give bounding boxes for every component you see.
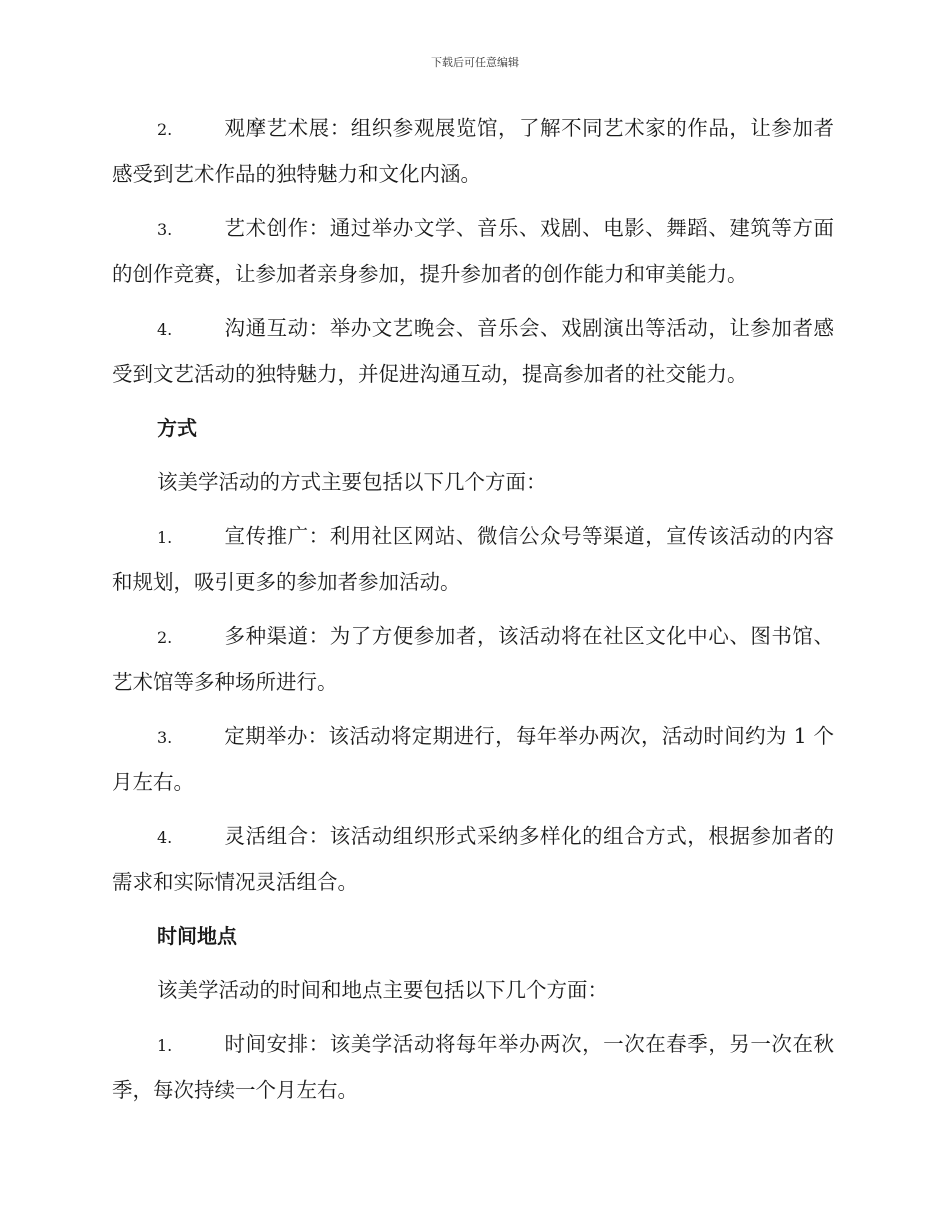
list-item-number: 3. — [157, 728, 173, 747]
list-item-number: 3. — [157, 220, 173, 239]
section-heading: 时间地点 — [157, 924, 237, 948]
list-item-text: 定期举办：该活动将定期进行，每年举办两次，活动时间约为 1 个月左右。 — [112, 724, 834, 794]
list-item — [112, 814, 834, 904]
list-item — [112, 1022, 834, 1112]
paragraph: 该美学活动的时间和地点主要包括以下几个方面： — [157, 978, 608, 1002]
list-item — [112, 306, 834, 396]
list-item-text: 观摩艺术展：组织参观展览馆，了解不同艺术家的作品，让参加者感受到艺术作品的独特魅力和文化内涵。 — [112, 116, 834, 186]
list-item-text: 艺术创作：通过举办文学、音乐、戏剧、电影、舞蹈、建筑等方面的创作竞赛，让参加者亲身参加，提升参加者的创作能力和审美能力。 — [112, 216, 834, 286]
list-item-text: 沟通互动：举办文艺晚会、音乐会、戏剧演出等活动，让参加者感受到文艺活动的独特魅力，并促进沟通互动，提高参加者的社交能力。 — [112, 316, 834, 386]
list-item-text: 宣传推广：利用社区网站、微信公众号等渠道，宣传该活动的内容和规划，吸引更多的参加者参加活动。 — [112, 524, 834, 594]
section-heading: 方式 — [157, 416, 197, 440]
list-item-number: 4. — [157, 828, 173, 847]
list-item-text: 时间安排：该美学活动将每年举办两次，一次在春季，另一次在秋季，每次持续一个月左右。 — [112, 1032, 834, 1102]
document-body — [112, 106, 834, 1122]
list-item-number: 4. — [157, 320, 173, 339]
list-item — [112, 106, 834, 196]
paragraph: 该美学活动的方式主要包括以下几个方面： — [157, 470, 547, 494]
list-item-number: 1. — [157, 528, 173, 547]
list-item — [112, 206, 834, 296]
page-header: 下载后可任意编辑 — [431, 56, 519, 69]
list-item — [112, 714, 834, 804]
list-item-number: 2. — [157, 120, 173, 139]
list-item — [112, 614, 834, 704]
list-item-number: 2. — [157, 628, 173, 647]
list-item — [112, 514, 834, 604]
list-item-text: 多种渠道：为了方便参加者，该活动将在社区文化中心、图书馆、艺术馆等多种场所进行。 — [112, 624, 834, 694]
list-item-text: 灵活组合：该活动组织形式采纳多样化的组合方式，根据参加者的需求和实际情况灵活组合。 — [112, 824, 834, 894]
list-item-number: 1. — [157, 1036, 173, 1055]
